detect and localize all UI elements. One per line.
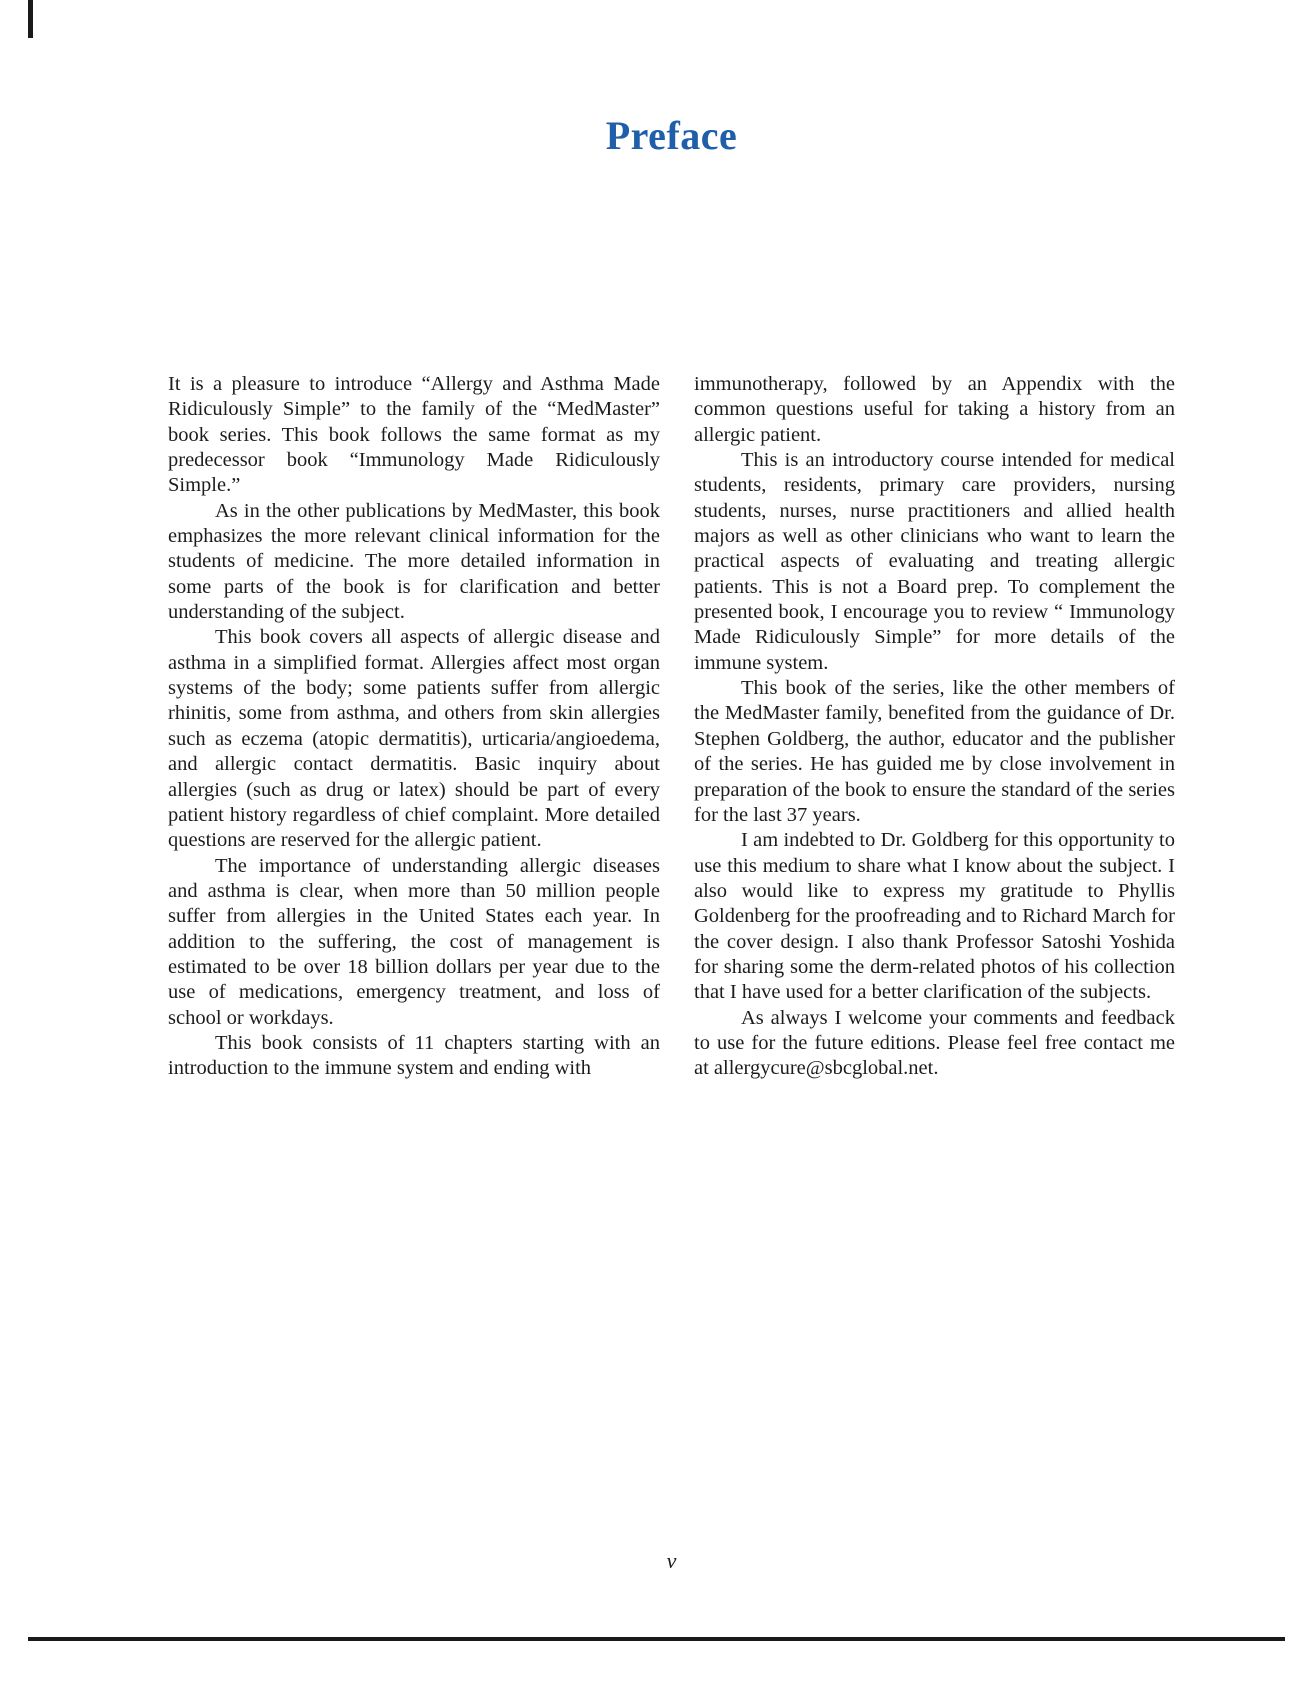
paragraph: This is an introductory course intended for medical students, residents, primary care providers, nursing students, nurses, nurse practitioners and allied health majors as well as other clinicians who want to learn the practical aspects of evaluating and treating allergic patients. This is not a Board prep. To complement the presented book, I encourage you to review “ Immunology Made Ridiculously Simple” for more details of the immune system. — [694, 449, 1175, 674]
paragraph: It is a pleasure to introduce “Allergy and Asthma Made Ridiculously Simple” to the family of the “MedMaster” book series. This book follows the same format as my predecessor book “Immunology Made Ridiculously Simple.” — [168, 373, 660, 497]
left-column — [168, 372, 660, 1082]
text-columns — [168, 372, 1175, 1082]
paragraph: As in the other publications by MedMaster, this book emphasizes the more relevant clinical information for the students of medicine. The more detailed information in some parts of the book is for clarification and better understanding of the subject. — [168, 499, 660, 624]
paragraph: immunotherapy, followed by an Appendix with the common questions useful for taking a history from an allergic patient. — [694, 373, 1175, 446]
right-column — [694, 372, 1175, 1082]
paragraph: This book covers all aspects of allergic disease and asthma in a simplified format. Allergies affect most organ systems of the body; some patients suffer from allergic rhinitis, some from asthma, and others from skin allergies such as eczema (atopic dermatitis), urticaria/angioedema, and allergic contact dermatitis. Basic inquiry about allergies (such as drug or latex) should be part of every patient history regardless of chief complaint. More detailed questions are reserved for the allergic patient. — [168, 626, 660, 852]
paragraph: The importance of understanding allergic diseases and asthma is clear, when more than 50 million people suffer from allergies in the United States each year. In addition to the suffering, the cost of management is estimated to be over 18 billion dollars per year due to the use of medications, emergency treatment, and loss of school or workdays. — [168, 854, 660, 1029]
paragraph: This book of the series, like the other members of the MedMaster family, benefited from the guidance of Dr. Stephen Goldberg, the author, educator and the publisher of the series. He has guided me by close involvement in preparation of the book to ensure the standard of the series for the last 37 years. — [694, 677, 1175, 826]
paragraph: As always I welcome your comments and feedback to use for the future editions. Please feel free contact me at allergycure@sbcglobal.net. — [694, 1006, 1175, 1080]
paragraph: I am indebted to Dr. Goldberg for this opportunity to use this medium to share what I know about the subject. I also would like to express my gratitude to Phyllis Goldenberg for the proofreading and to Richard March for the cover design. I also thank Professor Satoshi Yoshida for sharing some the derm-related photos of his collection that I have used for a better clarification of the subjects. — [694, 829, 1175, 1004]
page-border-bottom — [28, 1637, 1285, 1641]
page-title: Preface — [605, 113, 738, 158]
page-edge-mark-top-left — [28, 0, 33, 38]
page-number: v — [666, 1548, 677, 1573]
paragraph: This book consists of 11 chapters starting with an introduction to the immune system and ending with — [168, 1031, 660, 1080]
